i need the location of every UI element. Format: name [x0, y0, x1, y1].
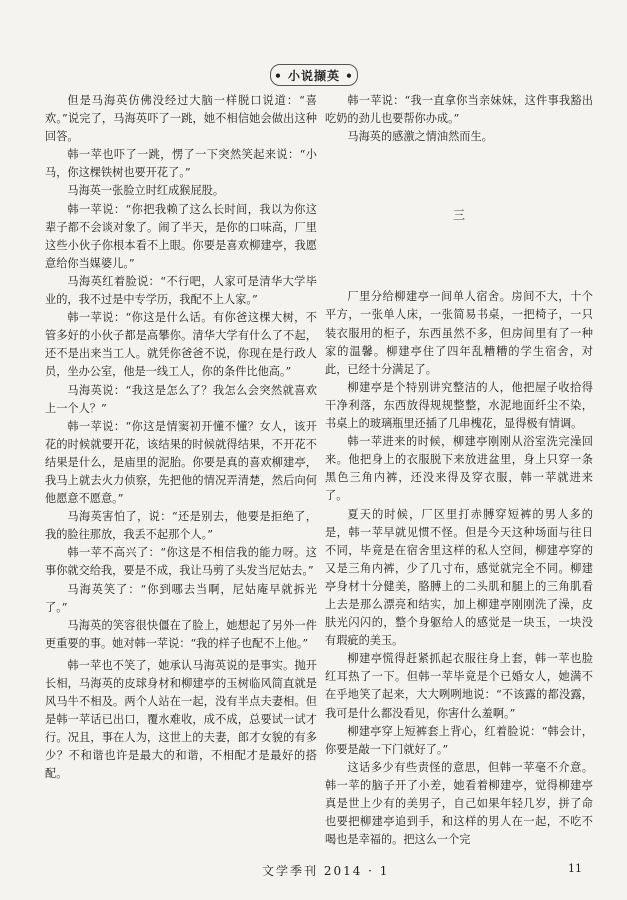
paragraph: 韩一苹也不笑了，她承认马海英说的是事实。抛开长相，马海英的皮球身材和柳建亭的玉树临风简直就是风马牛不相及。两个人站在一起，没有半点夫妻相。但是韩一苹话已出口，覆水难收，成不成，总要试一试才行。况且，事在人为，这世上的夫妻，郎才女貌的有多少？不和谐也许是最大的和谐，不相配才是最好的搭配。 — [45, 658, 317, 781]
paragraph: 韩一苹说：“你这是情窦初开懂不懂？女人，该开花的时候就要开花，该结果的时候就得结果，不开花不结果是什么，是庙里的泥胎。你要是真的喜欢柳建亭，我马上就去火力侦察，先把他的情况弄清楚，然后向何他愿意不愿意。” — [45, 419, 317, 506]
left-column — [45, 92, 317, 784]
section-number: 三 — [452, 208, 465, 223]
paragraph: 厂里分给柳建亭一间单人宿舍。房间不大，十个平方，一张单人床，一张简易书桌，一把椅子，一只装衣服用的柜子，东西虽然不多，但房间里有了一种家的温馨。柳建亭住了四年乱糟糟的学生宿舍，对此，已经十分满足了。 — [325, 290, 593, 376]
paragraph: 韩一苹说：“你把我赖了这么长时间，我以为你这辈子都不会谈对象了。闹了半天，是你的口味高，厂里这些小伙子你根本看不上眼。你要是喜欢柳建亭，我愿意给你当媒婆儿。” — [45, 202, 317, 270]
section-header-badge — [270, 64, 358, 86]
paragraph: 韩一苹不高兴了：“你这是不相信我的能力呀。这事你就交给我，要是不成，我让马剪了头发当尼姑去。” — [45, 546, 317, 578]
right-column — [325, 92, 593, 849]
paragraph: 马海英害怕了，说：“还是别去，他要是拒绝了，我的脸往那放，我丢不起那个人。” — [45, 510, 317, 542]
paragraph: 马海英笑了：“你到哪去当啊，尼姑庵早就拆光了。” — [45, 582, 317, 614]
paragraph: 夏天的时候，厂区里打赤膊穿短裤的男人多的是，韩一苹早就见惯不怪。但是今天这种场面与往日不同，毕竟是在宿舍里这样的私人空间，柳建亭穿的又是三角内裤，少了几寸布，感觉就完全不同。柳建亭身材十分健美，胳膊上的二头肌和腿上的三角肌看上去是那么漂亮和结实，加上柳建亭刚刚洗了澡，皮肤光闪闪的，整个身躯给人的感觉是一块玉，一块没有瑕疵的美玉。 — [325, 507, 593, 648]
paragraph: 柳建亭是个特别讲究整洁的人，他把屋子收拾得干净利落，东西放得规规整整，水泥地面纤尘不染，书桌上的玻璃瓶里还插了几串槐花，显得极有情调。 — [325, 380, 593, 431]
section-header-label: • 小说撷英 • — [274, 68, 354, 83]
paragraph: 马海英红着脸说：“不行吧，人家可是清华大学毕业的，我不过是中专学历，我配不上人家。” — [45, 274, 317, 307]
paragraph: 马海英的笑容很快僵在了脸上，她想起了另外一件更重要的事。她对韩一苹说：“我的样子也配不上他。” — [45, 618, 317, 650]
paragraph: 马海英一张脸立时红成猴屁股。 — [67, 184, 225, 198]
page-number: 11 — [568, 862, 582, 875]
paragraph: 但是马海英仿佛没经过大脑一样脱口说道：“喜欢。”说完了，马海英吓了一跳，她不相信她会做出这种回答。 — [45, 94, 317, 144]
paragraph: 韩一苹说：“你这是什么话。有你爸这棵大树，不管多好的小伙子都是高攀你。清华大学有什么了不起，还不是出来当工人。就凭你爸爸不说，你现在是行政人员，坐办公室，他是一线工人，你的条件比他高。” — [45, 311, 317, 379]
paragraph: 马海英的感激之情油然而生。 — [347, 130, 493, 144]
paragraph: 韩一苹也吓了一跳，愣了一下突然笑起来说：“小马，你这棵铁树也要开花了。” — [45, 148, 317, 180]
paragraph: 韩一苹说：“我一直拿你当亲妹妹，这件事我豁出吃奶的劲儿也要帮你办成。” — [325, 94, 593, 126]
paragraph: 柳建亭穿上短裤套上背心，红着脸说：“韩会计，你要是敲一下门就好了。” — [325, 724, 593, 756]
paragraph: 马海英说：“我这是怎么了？我怎么会突然就喜欢上一个人？” — [45, 383, 317, 415]
paragraph: 柳建亭慌得赶紧抓起衣服往身上套，韩一苹也脸红耳热了一下。但韩一苹毕竟是个已婚女人，她满不在乎地笑了起来，大大咧咧地说：“不该露的都没露，我可是什么都没看见，你害什么羞啊。” — [325, 652, 593, 720]
footer-magazine-title: 文学季刊 2014 · 1 — [262, 864, 390, 878]
paragraph: 韩一苹进来的时候，柳建亭刚刚从浴室洗完澡回来。他把身上的衣服脱下来放进盆里，身上只穿一条黑色三角内裤，还没来得及穿衣服，韩一苹就进来了。 — [325, 435, 593, 503]
paragraph: 这话多少有些责怪的意思，但韩一苹毫不介意。韩一苹的脑子开了小差，她看着柳建亭，觉得柳建亭真是世上少有的美男子，自己如果年轻几岁，拼了命也要把柳建亭追到手，和这样的男人在一起，不吃不喝也是幸福的。把这么一个完 — [325, 760, 593, 847]
